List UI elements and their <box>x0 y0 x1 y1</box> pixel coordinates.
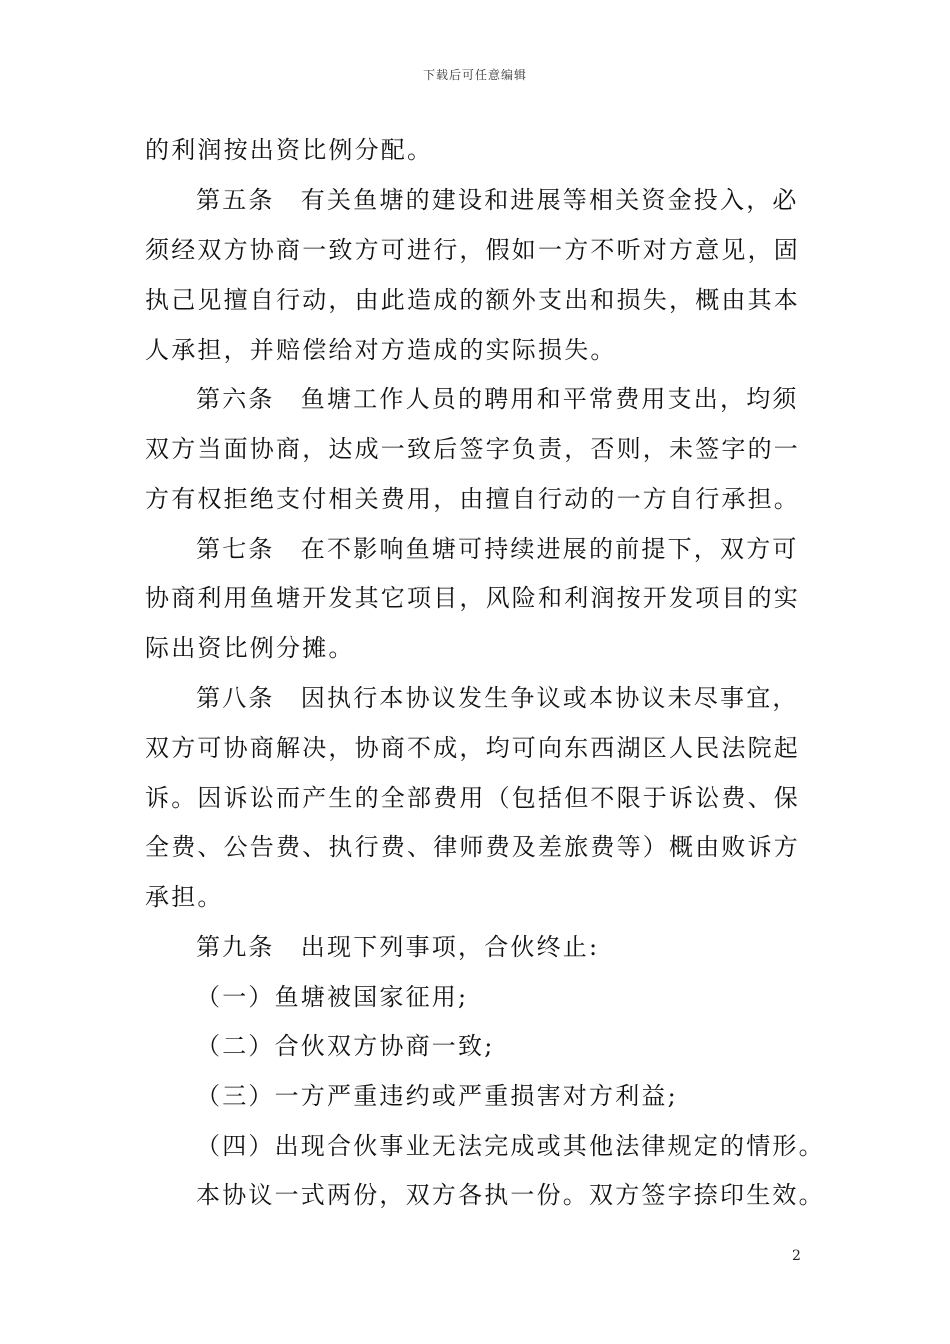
body-line: 全费、公告费、执行费、律师费及差旅费等）概由败诉方 <box>145 833 800 861</box>
body-line: 双方可协商解决，协商不成，均可向东西湖区人民法院起 <box>145 734 800 762</box>
body-line: 诉。因诉讼而产生的全部费用（包括但不限于诉讼费、保 <box>145 784 800 812</box>
article-8-line: 第八条 因执行本协议发生争议或本协议未尽事宜， <box>196 684 799 712</box>
body-line: 协商利用鱼塘开发其它项目，风险和利润按开发项目的实 <box>145 584 800 612</box>
list-item: （四）出现合伙事业无法完成或其他法律规定的情形。 <box>196 1132 825 1160</box>
body-line: 的利润按出资比例分配。 <box>145 136 434 164</box>
body-line: 方有权拒绝支付相关费用，由擅自行动的一方自行承担。 <box>145 485 800 513</box>
list-item: （二）合伙双方协商一致; <box>196 1032 495 1060</box>
body-line: 执己见擅自行动，由此造成的额外支出和损失，概由其本 <box>145 286 800 314</box>
page-header: 下载后可任意编辑 <box>422 68 527 82</box>
body-line: 须经双方协商一致方可进行，假如一方不听对方意见，固 <box>145 236 800 264</box>
article-9-line: 第九条 出现下列事项，合伙终止: <box>196 933 600 961</box>
article-5-line: 第五条 有关鱼塘的建设和进展等相关资金投入，必 <box>196 186 799 214</box>
list-item: （三）一方严重违约或严重损害对方利益; <box>196 1082 678 1110</box>
closing-line: 本协议一式两份，双方各执一份。双方签字捺印生效。 <box>196 1181 825 1209</box>
article-6-line: 第六条 鱼塘工作人员的聘用和平常费用支出，均须 <box>196 385 799 413</box>
body-line: 双方当面协商，达成一致后签字负责，否则，未签字的一 <box>145 435 800 463</box>
body-line: 人承担，并赔偿给对方造成的实际损失。 <box>145 336 617 364</box>
page-number: 2 <box>792 1248 801 1264</box>
body-line: 际出资比例分摊。 <box>145 634 355 662</box>
article-7-line: 第七条 在不影响鱼塘可持续进展的前提下，双方可 <box>196 535 799 563</box>
list-item: （一）鱼塘被国家征用; <box>196 983 469 1011</box>
body-line: 承担。 <box>145 883 224 911</box>
